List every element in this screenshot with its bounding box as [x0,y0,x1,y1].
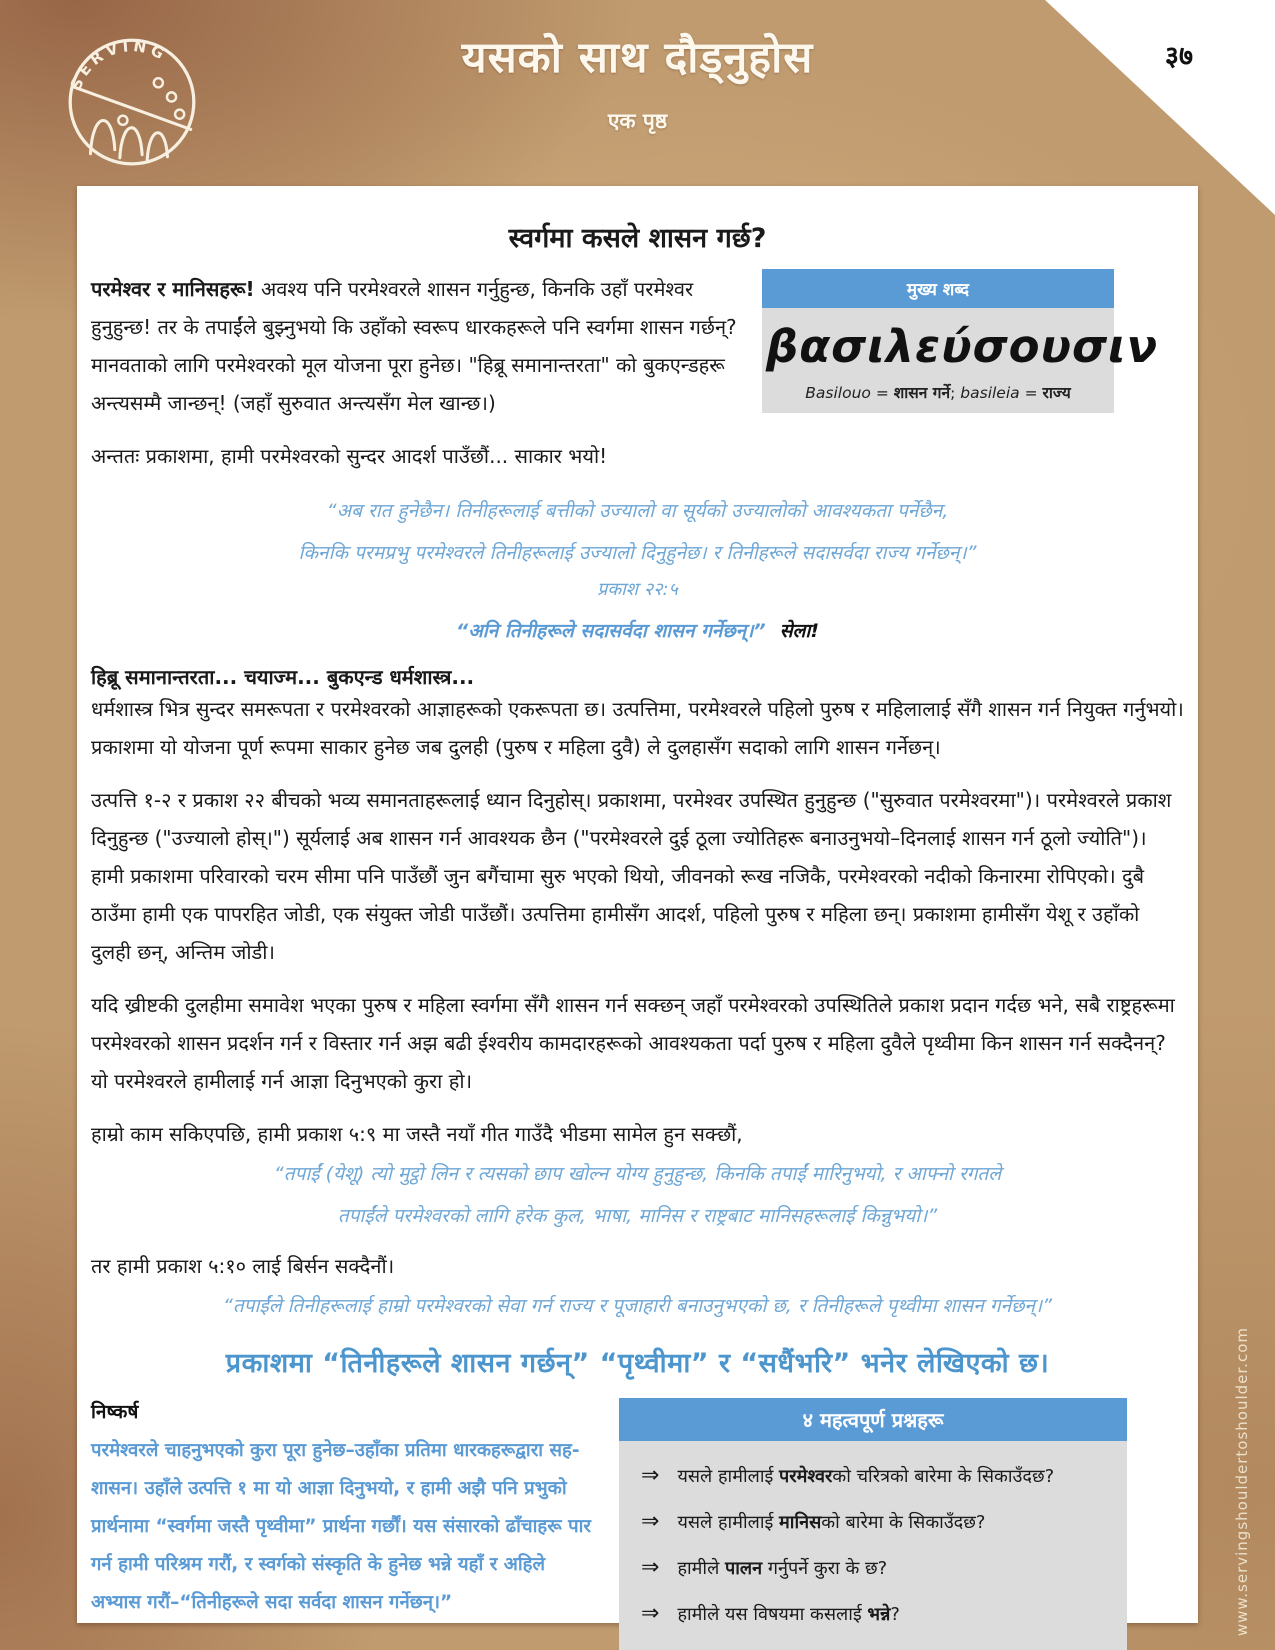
lead-sentence-2: हाम्रो काम सकिएपछि, हामी प्रकाश ५:९ मा जस्तै नयाँ गीत गाउँदै भीडमा सामेल हुन सक्छौं, [91,1122,743,1146]
keyword-eq-1: = [870,384,894,402]
greek-keyword: βασιλεύσουσιν [766,320,1159,373]
question-text: हामीले यस विषयमा कसलाई भन्ने? [677,1604,900,1625]
body-paragraph-2: उत्पत्ति १-२ र प्रकाश २२ बीचको भव्य समानताहरूलाई ध्यान दिनुहोस्। प्रकाशमा, परमेश्वर उपस्थित हुनुहुन्छ ("सुरुवात परमेश्वरमा")। परमेश्वरले प्रकाश दिनुहुन्छ ("उज्यालो होस्।") सूर्यलाई अब शासन गर्न आवश्यक छैन ("परमेश्वरले दुई ठूला ज्योतिहरू बनाउनुभयो–दिनलाई शासन गर्न ठूलो ज्योति")। हामी प्रकाशमा परिवारको चरम सीमा पनि पाउँछौं जुन बगैंचामा सुरु भएको थियो, जीवनको रूख नजिकै, परमेश्वरको नदीको किनारमा रोपिएको। दुबै ठाउँमा हामी एक पापरहित जोडी, एक संयुक्त जोडी पाउँछौं। उत्पत्तिमा हामीसँग आदर्श, पहिलो पुरुष र महिला छन्। प्रकाशमा हामीसँग येशू र उहाँको दुलही छन्, अन्तिम जोडी। [91,788,1172,964]
question-item [641,1463,1109,1491]
question-item [641,1509,1109,1537]
selah-quote: “अनि तिनीहरूले सदासर्वदा शासन गर्नेछन्।” [455,620,766,642]
scripture-quote-rev5-10 [91,1285,1184,1327]
keyword-nepali-1: शासन गर्ने [893,384,951,402]
arrow-icon: ⇒ [641,1555,660,1580]
page-subtitle: एक पृष्ठ [607,109,668,133]
questions-box-header: ४ महत्वपूर्ण प्रश्नहरू [619,1398,1127,1441]
question-item [641,1555,1109,1583]
arrow-icon: ⇒ [641,1601,660,1626]
quote-line: किनकि परमप्रभु परमेश्वरले तिनीहरूलाई उज्यालो दिनुहुनेछ। र तिनीहरूले सदासर्वदा राज्य गर्नेछन्।” [298,542,977,564]
intro-text: अवश्य पनि परमेश्वरले शासन गर्नुहुन्छ, किनकि उहाँ परमेश्वर हुनुहुन्छ! तर के तपाईंले बुझ्नुभयो कि उहाँको स्वरूप धारकहरूले पनि स्वर्गमा शासन गर्छन्? मानवताको लागि परमेश्वरको मूल योजना पूरा हुनेछ। "हिब्रू समानान्तरता" को बुकएन्डहरू अन्त्यसम्मै जान्छन्! (जहाँ सुरुवात अन्त्यसँग मेल खान्छ।) [91,277,737,415]
scripture-quote-rev5-9 [91,1153,1184,1237]
keyword-latin-1: Basilouo [805,384,871,402]
quote-line: “अब रात हुनेछैन। तिनीहरूलाई बत्तीको उज्यालो वा सूर्यको उज्यालोको आवश्यकता पर्नेछैन, [326,500,949,522]
quote-reference: प्रकाश २२:५ [597,579,678,600]
intro-lead-bold: परमेश्वर र मानिसहरू! [91,277,255,301]
keyword-box-header: मुख्य शब्द [762,269,1114,308]
body-paragraph-1: धर्मशास्त्र भित्र सुन्दर समरूपता र परमेश्वरको आज्ञाहरूको एकरूपता छ। उत्पत्तिमा, परमेश्वरले पहिलो पुरुष र महिलालाई सँगै शासन गर्न नियुक्त गर्नुभयो। प्रकाशमा यो योजना पूर्ण रूपमा साकार हुनेछ जब दुलही (पुरुष र महिला दुवै) ले दुलहासँग सदाको लागि शासन गर्नेछन्। [91,697,1184,759]
bottom-row [91,1398,1184,1650]
keyword-sep: ; [950,384,961,402]
conclusion-heading: निष्कर्ष [91,1401,139,1423]
article-title: स्वर्गमा कसले शासन गर्छ? [508,223,767,254]
website-url-vertical: www.servingshouldertoshoulder.com [1233,1326,1251,1636]
page-number: ३७ [1164,41,1193,72]
keyword-box [762,269,1159,413]
body-paragraph-3: यदि ख्रीष्टकी दुलहीमा समावेश भएका पुरुष र महिला स्वर्गमा सँगै शासन गर्न सक्छन् जहाँ परमेश्वरको उपस्थितिले प्रकाश प्रदान गर्दछ भने, सबै राष्ट्रहरूमा परमेश्वरको शासन प्रदर्शन गर्न र विस्तार गर्न अझ बढी ईश्वरीय कामदारहरूको आवश्यकता पर्दा पुरुष र महिला दुवैले पृथ्वीमा किन शासन गर्न सक्दैनन्? यो परमेश्वरले हामीलाई गर्न आज्ञा दिनुभएको कुरा हो। [91,993,1175,1093]
quote-line: “तपाईं (येशू) त्यो मुट्ठो लिन र त्यसको छाप खोल्न योग्य हुनुहुन्छ, किनकि तपाईं मारिनुभयो, र आफ्नो रगतले [273,1163,1002,1185]
scripture-quote-rev22 [91,490,1184,574]
logo-text: SERVING [66,36,171,93]
page-title: यसको साथ दौड्नुहोस [461,33,814,83]
keyword-caption [766,381,1110,403]
important-questions-box [619,1398,1127,1650]
content-sheet [77,186,1198,1626]
quote-line: तपाईंले परमेश्वरको लागि हरेक कुल, भाषा, मानिस र राष्ट्रबाट मानिसहरूलाई किन्नुभयो।” [337,1205,938,1227]
section-heading-parallelism: हिब्रू समानान्तरता... चयाज्म... बुकएन्ड धर्मशास्त्र... [91,665,475,689]
question-text: यसले हामीलाई परमेश्वरको चरित्रको बारेमा के सिकाउँदछ? [677,1466,1055,1487]
selah-word: सेला! [779,620,820,642]
question-item [641,1601,1109,1629]
conclusion-section [91,1398,591,1650]
quote-line: “तपाईंले तिनीहरूलाई हाम्रो परमेश्वरको सेवा गर्न राज्य र पूजाहारी बनाउनुभएको छ, र तिनीहरूले पृथ्वीमा शासन गर्नेछन्।” [223,1295,1052,1317]
keyword-box-body [762,308,1159,413]
question-text: हामीले पालन गर्नुपर्ने कुरा के छ? [677,1558,888,1579]
selah-line [91,617,1184,643]
page-header [0,26,1275,135]
arrow-icon: ⇒ [641,1463,660,1488]
lead-sentence-3: तर हामी प्रकाश ५:१० लाई बिर्सन सक्दैनौं। [91,1254,395,1278]
keyword-nepali-2: राज्य [1042,384,1071,402]
conclusion-body: परमेश्वरले चाहनुभएको कुरा पूरा हुनेछ–उहाँका प्रतिमा धारकहरूद्वारा सह-शासन। उहाँले उत्पत्ति १ मा यो आज्ञा दिनुभयो, र हामी अझै पनि प्रभुको प्रार्थनामा “स्वर्गमा जस्तै पृथ्वीमा” प्रार्थना गर्छौं। यस संसारको ढाँचाहरू पार गर्न हामी परिश्रम गरौं, र स्वर्गको संस्कृति के हुनेछ भन्ने यहाँ र अहिले अभ्यास गरौं–“तिनीहरूले सदा सर्वदा शासन गर्नेछन्।” [91,1440,591,1613]
emphasis-heading: प्रकाशमा “तिनीहरूले शासन गर्छन्” “पृथ्वीमा” र “सधैंभरि” भनेर लेखिएको छ। [225,1348,1050,1379]
question-text: यसले हामीलाई मानिसको बारेमा के सिकाउँदछ? [677,1512,986,1533]
arrow-icon: ⇒ [641,1509,660,1534]
questions-box-body [619,1441,1127,1650]
keyword-latin-2: basileia [960,384,1020,402]
keyword-eq-2: = [1019,384,1043,402]
lead-sentence-1: अन्ततः प्रकाशमा, हामी परमेश्वरको सुन्दर आदर्श पाउँछौं... साकार भयो! [91,444,608,468]
